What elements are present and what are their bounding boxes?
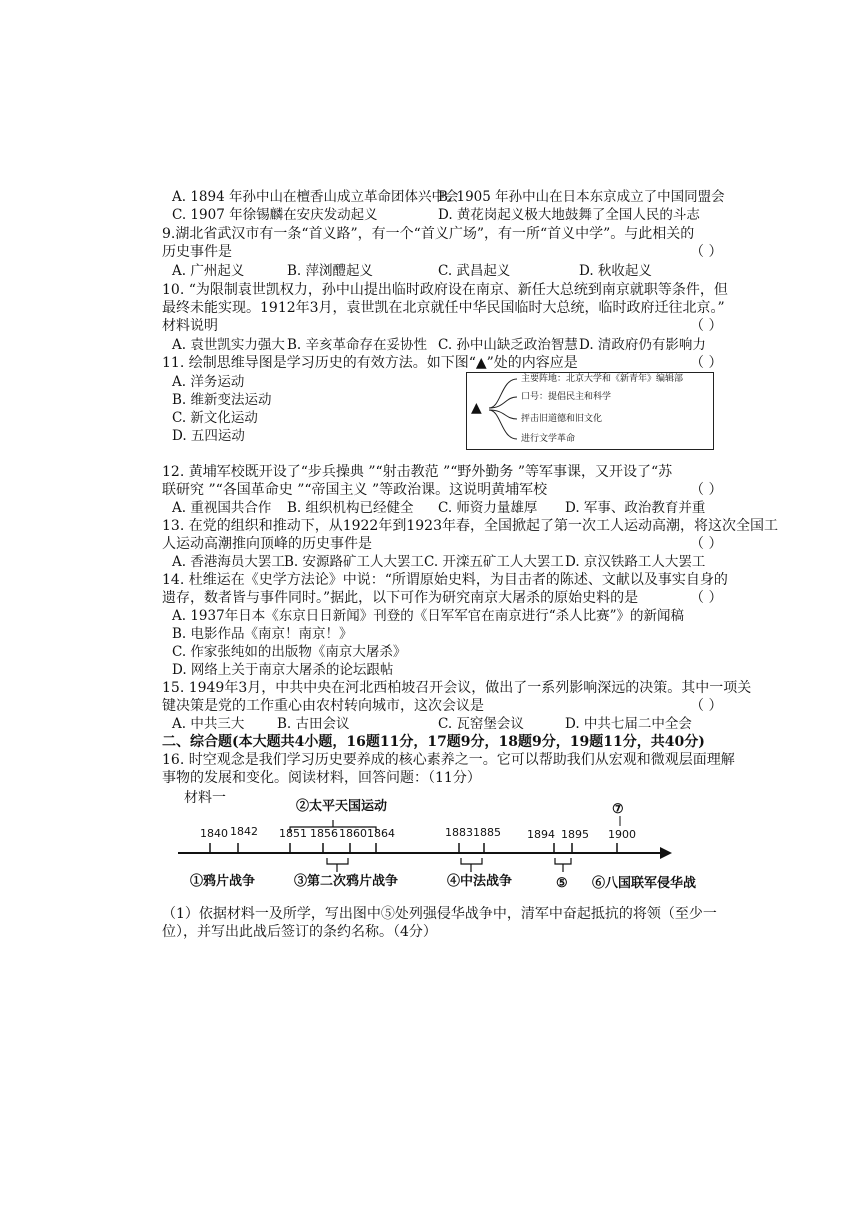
timeline-year-1895: 1895 — [561, 828, 589, 841]
q9-stem-line1: 9.湖北省武汉市有一条“首义路”，有一个“首义广场”，有一所“首义中学”。与此相关的 — [162, 226, 695, 242]
q12-option-a: A. 重视国共合作 — [172, 500, 272, 516]
q14-option-b: B. 电影作品《南京！南京！》 — [172, 626, 353, 642]
q13-option-c: C. 开滦五矿工人大罢工 — [424, 554, 564, 570]
q12-stem-line1: 12. 黄埔军校既开设了“步兵操典 ”“射击教范 ”“野外勤务 ”等军事课，又开设了“苏 — [162, 464, 673, 480]
q11-option-d: D. 五四运动 — [172, 428, 245, 444]
q9-option-a: A. 广州起义 — [172, 263, 245, 279]
q8-option-b: B. 1905 年孙中山在日本东京成立了中国同盟会 — [438, 189, 725, 205]
q8-option-c: C. 1907 年徐锡麟在安庆发动起义 — [172, 207, 378, 223]
timeline-year-1840: 1840 — [200, 827, 228, 840]
mind-map-item-1: 主要阵地：北京大学和《新青年》编辑部 — [521, 374, 684, 384]
q15-stem-line1: 15. 1949年3月，中共中央在河北西柏坡召开会议，做出了一系列影响深远的决策。其中一项关 — [162, 680, 752, 696]
timeline-label-second-opium-war: ③第二次鸦片战争 — [294, 874, 399, 889]
q14-option-d: D. 网络上关于南京大屠杀的论坛跟帖 — [172, 662, 394, 678]
q13-option-a: A. 香港海员大罢工 — [172, 554, 285, 570]
timeline-year-1864: 1864 — [367, 827, 395, 840]
timeline-year-1856: 1856 — [310, 827, 338, 840]
q8-option-d: D. 黄花岗起义极大地鼓舞了全国人民的斗志 — [438, 207, 700, 223]
q15-option-b: B. 古田会议 — [277, 716, 350, 732]
q15-option-c: C. 瓦窑堡会议 — [438, 716, 524, 732]
timeline-label-taiping: ②太平天国运动 — [296, 799, 388, 814]
q11-option-c: C. 新文化运动 — [172, 410, 258, 426]
q11-answer-blank: （ ） — [690, 355, 723, 371]
q14-answer-blank: （ ） — [690, 590, 723, 606]
q9-option-c: C. 武昌起义 — [438, 263, 511, 279]
q11-option-a: A. 洋务运动 — [172, 374, 245, 390]
q13-stem-line1: 13. 在党的组织和推动下，从1922年到1923年春，全国掀起了第一次工人运动高潮，将这次全国工 — [162, 518, 778, 534]
q11-stem: 11. 绘制思维导图是学习历史的有效方法。如下图“▲”处的内容应是 — [162, 355, 578, 371]
q12-option-d: D. 军事、政治教育并重 — [565, 500, 706, 516]
q14-stem-line1: 14. 杜维运在《史学方法论》中说：“所谓原始史料，为目击者的陈述、文献以及事实自身的 — [162, 572, 728, 588]
q10-option-d: D. 清政府仍有影响力 — [579, 337, 706, 353]
q9-stem-line2: 历史事件是 — [162, 244, 232, 260]
q14-option-c: C. 作家张纯如的出版物《南京大屠杀》 — [172, 644, 407, 660]
q14-option-a: A. 1937年日本《东京日日新闻》刊登的《日军军官在南京进行“杀人比赛”》的新闻稿 — [172, 608, 684, 624]
q9-option-d: D. 秋收起义 — [579, 263, 652, 279]
q8-option-a: A. 1894 年孙中山在檀香山成立革命团体兴中会 — [172, 189, 459, 205]
timeline-label-eight-nation: ⑥八国联军侵华战 — [592, 876, 697, 891]
q10-stem-line3: 材料说明 — [162, 318, 218, 334]
timeline-year-1851: 1851 — [279, 827, 307, 840]
timeline-year-1842: 1842 — [230, 825, 258, 838]
q12-stem-line2: 联研究 ”“各国革命史 ”“帝国主义 ”等政治课。这说明黄埔军校 — [162, 482, 548, 498]
q16-stem-line1: 16. 时空观念是我们学习历史要养成的核心素养之一。它可以帮助我们从宏观和微观层面理解 — [162, 752, 735, 768]
timeline-year-1894: 1894 — [527, 828, 555, 841]
timeline-year-1885: 1885 — [473, 826, 501, 839]
q13-stem-line2: 人运动高潮推向顶峰的历史事件是 — [162, 536, 372, 552]
q10-stem-line2: 最终未能实现。1912年3月，袁世凯在北京就任中华民国临时大总统，临时政府迁往北京。” — [162, 300, 725, 316]
timeline-arrowhead — [660, 847, 672, 859]
mind-map-center-triangle: ▲ — [471, 400, 482, 416]
q14-stem-line2: 遗存，数者皆与事件同时。”据此，以下可作为研究南京大屠杀的原始史料的是 — [162, 590, 639, 606]
q9-option-b: B. 萍浏醴起义 — [287, 263, 374, 279]
q13-option-d: D. 京汉铁路工人大罢工 — [565, 554, 706, 570]
q16-material-label: 材料一 — [184, 790, 226, 806]
bracket-1894-1895 — [555, 858, 571, 864]
q11-option-b: B. 维新变法运动 — [172, 392, 272, 408]
bracket-second-opium-war — [327, 858, 348, 864]
bracket-sino-french-war — [461, 858, 482, 864]
q15-option-a: A. 中共三大 — [172, 716, 245, 732]
q15-answer-blank: （ ） — [690, 698, 723, 714]
q16-sub1-line2: 位），并写出此战后签订的条约名称。（4分） — [162, 924, 437, 940]
q10-option-a: A. 袁世凯实力强大 — [172, 337, 285, 353]
mind-map-item-2: 口号：提倡民主和科学 — [521, 392, 612, 402]
q10-option-c: C. 孙中山缺乏政治智慧 — [438, 337, 578, 353]
q10-option-b: B. 辛亥革命存在妥协性 — [287, 337, 428, 353]
mind-map-item-4: 进行文学革命 — [521, 434, 576, 444]
section-2-heading: 二、综合题(本大题共4小题，16题11分，17题9分，18题9分，19题11分，共40分) — [162, 734, 705, 750]
q16-stem-line2: 事物的发展和变化。阅读材料，回答问题：（11分） — [162, 770, 481, 786]
q9-answer-blank: （ ） — [690, 244, 723, 260]
timeline-label-sino-french-war: ④中法战争 — [447, 874, 513, 889]
timeline-label-5: ⑤ — [556, 876, 568, 891]
q10-answer-blank: （ ） — [690, 318, 723, 334]
timeline-label-opium-war: ①鸦片战争 — [190, 874, 256, 889]
timeline-year-1900: 1900 — [608, 828, 636, 841]
q16-sub1-line1: （1）依据材料一及所学，写出图中⑤处列强侵华战争中，清军中奋起抵抗的将领（至少一 — [162, 906, 717, 922]
q12-option-c: C. 师资力量雄厚 — [438, 500, 538, 516]
q15-option-d: D. 中共七届二中全会 — [565, 716, 692, 732]
q13-option-b: B. 安源路矿工人大罢工 — [284, 554, 425, 570]
timeline-year-1883: 1883 — [445, 826, 473, 839]
q12-option-b: B. 组织机构已经健全 — [287, 500, 414, 516]
timeline-label-7: ⑦ — [612, 802, 624, 817]
mind-map-item-3: 抨击旧道德和旧文化 — [521, 414, 603, 424]
timeline-year-1860: 1860 — [339, 827, 367, 840]
q13-answer-blank: （ ） — [690, 536, 723, 552]
q10-stem-line1: 10. “为限制袁世凯权力，孙中山提出临时政府设在南京、新任大总统到南京就职等条件，但 — [162, 282, 728, 298]
q12-answer-blank: （ ） — [690, 482, 723, 498]
q15-stem-line2: 键决策是党的工作重心由农村转向城市，这次会议是 — [162, 698, 484, 714]
